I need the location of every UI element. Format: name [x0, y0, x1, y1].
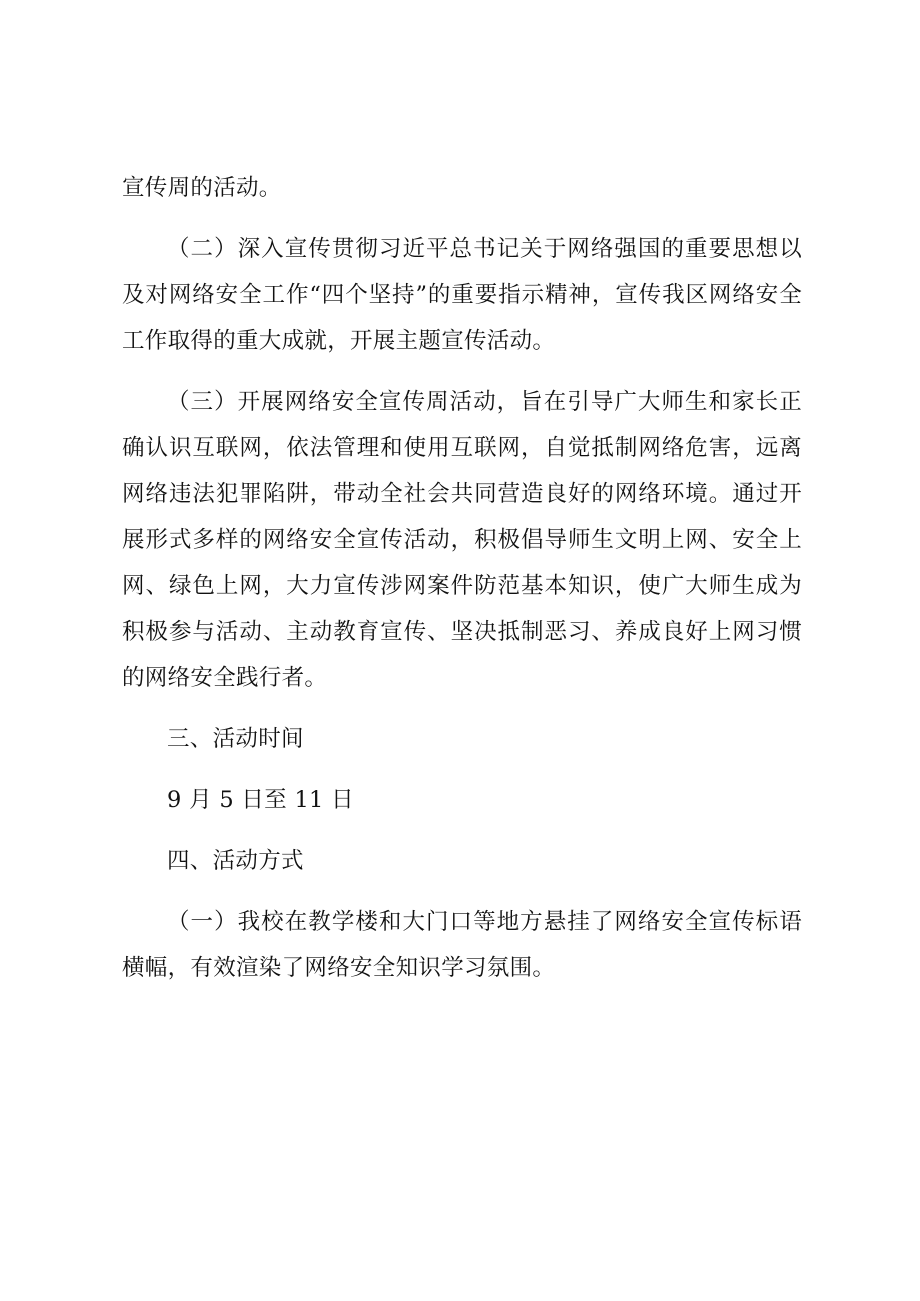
paragraph-item-3: （三）开展网络安全宣传周活动，旨在引导广大师生和家长正确认识互联网，依法管理和使用互联网，自觉抵制网络危害，远离网络违法犯罪陷阱，带动全社会共同营造良好的网络环境。通过开展形式多样的网络安全宣传活动，积极倡导师生文明上网、安全上网、绿色上网，大力宣传涉网案件防范基本知识，使广大师生成为积极参与活动、主动教育宣传、坚决抵制恶习、养成良好上网习惯的网络安全践行者。 [122, 389, 802, 691]
paragraph-item-2: （二）深入宣传贯彻习近平总书记关于网络强国的重要思想以及对网络安全工作“四个坚持”的重要指示精神，宣传我区网络安全工作取得的重大成就，开展主题宣传活动。 [122, 236, 802, 354]
section-heading-activity-time: 三、活动时间 [167, 726, 304, 752]
paragraph-method-1: （一）我校在教学楼和大门口等地方悬挂了网络安全宣传标语横幅，有效渲染了网络安全知识学习氛围。 [122, 909, 802, 981]
document-body [122, 165, 802, 991]
section-heading-activity-method: 四、活动方式 [167, 848, 304, 874]
paragraph-continuation: 宣传周的活动。 [122, 175, 282, 201]
activity-date-range: 9 月 5 日至 11 日 [167, 787, 354, 813]
